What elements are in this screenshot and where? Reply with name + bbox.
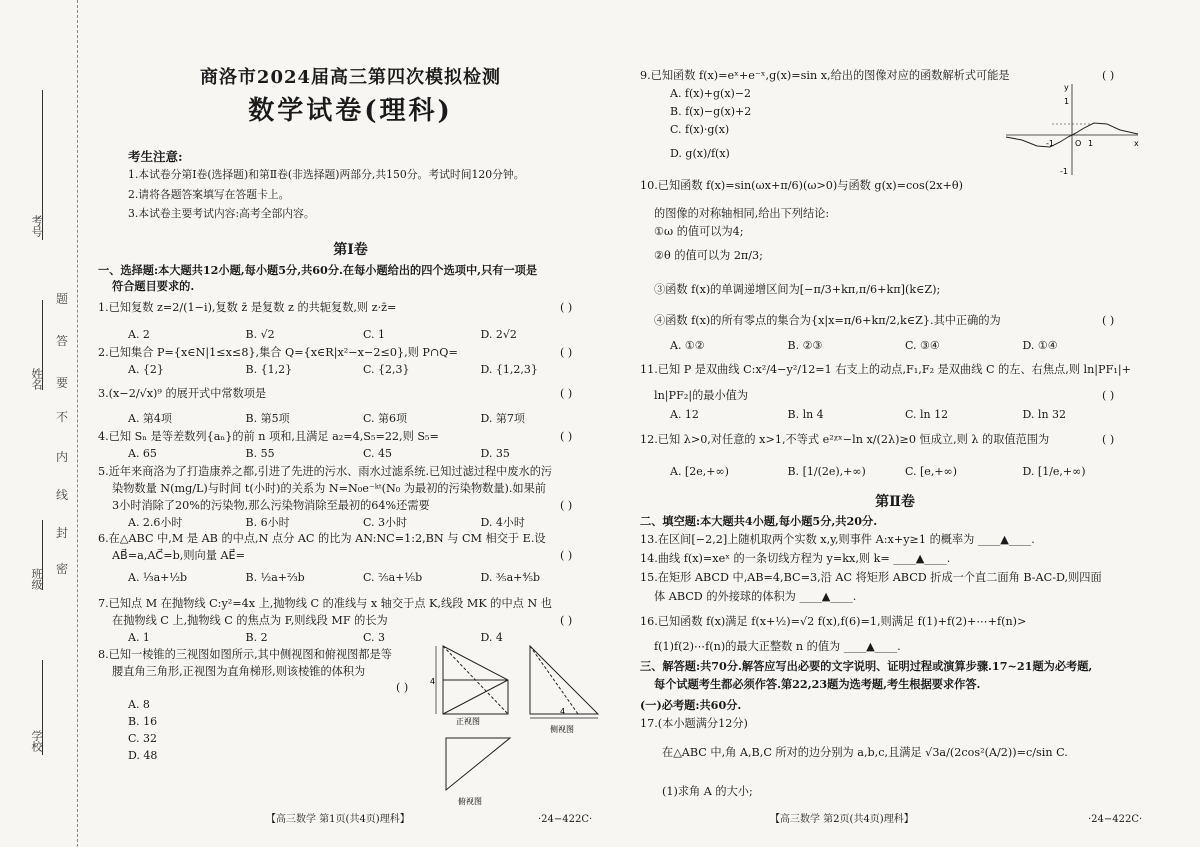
part1-instruction: 一、选择题:本大题共12小题,每小题5分,共60分.在每小题给出的四个选项中,只有一项是 bbox=[98, 263, 538, 277]
seal-char: 内 bbox=[56, 450, 69, 464]
binding-label-school: 学校 bbox=[30, 730, 43, 752]
seal-char: 不 bbox=[56, 410, 69, 424]
option: B. ②③ bbox=[787, 339, 823, 352]
part2-title: 第Ⅱ卷 bbox=[875, 494, 915, 510]
option: B. √2 bbox=[245, 328, 275, 341]
question-12: 12.已知 λ>0,对任意的 x>1,不等式 e²ᵡˣ−ln x/(2λ)≥0 恒成立,则 λ 的取值范围为 bbox=[640, 433, 1050, 446]
exam-subtitle: 数学试卷(理科) bbox=[248, 96, 453, 126]
question-16-line2: f(1)f(2)⋯f(n)的最大正整数 n 的值为 ____▲____. bbox=[654, 640, 901, 653]
option: D. 第7项 bbox=[480, 412, 525, 425]
question-5-line2: 染物数量 N(mg/L)与时间 t(小时)的关系为 N=N₀e⁻ᵏᵗ(N₀ 为最初的污染物数量).如果前 bbox=[112, 482, 546, 495]
footer-right-code: ·24−422C· bbox=[1088, 814, 1143, 825]
question-17-stem: 在△ABC 中,角 A,B,C 所对的边分别为 a,b,c,且满足 √3a/(2cos²(A/2))=c/sin C. bbox=[662, 746, 1068, 759]
question-4-options bbox=[128, 446, 598, 463]
option: C. [e,+∞) bbox=[905, 465, 957, 478]
footer-left-text: 【高三数学 第1页(共4页)理科】 bbox=[266, 814, 410, 825]
left-column bbox=[98, 0, 603, 847]
option: C. ③④ bbox=[905, 339, 940, 352]
option: C. 1 bbox=[363, 328, 386, 341]
option: D. [1/e,+∞) bbox=[1022, 465, 1086, 478]
three-view-figure bbox=[428, 640, 608, 810]
option: C. {2,3} bbox=[363, 363, 410, 376]
answer-paren: ( ) bbox=[560, 430, 573, 443]
option: A. 12 bbox=[670, 408, 699, 421]
question-14: 14.曲线 f(x)=xeˣ 的一条切线方程为 y=kx,则 k= ____▲____. bbox=[640, 552, 951, 565]
answer-paren: ( ) bbox=[1102, 433, 1115, 446]
option: D. ln 32 bbox=[1022, 408, 1067, 421]
question-11-line2: ln|PF₂|的最小值为 bbox=[654, 389, 749, 402]
graph-tick: -1 bbox=[1060, 167, 1068, 176]
option: C. 45 bbox=[363, 447, 393, 460]
question-9: 9.已知函数 f(x)=eˣ+e⁻ˣ,g(x)=sin x,给出的图像对应的函数解析式可能是 bbox=[640, 69, 1010, 82]
option: A. [2e,+∞) bbox=[670, 465, 729, 478]
question-11: 11.已知 P 是双曲线 C:x²/4−y²/12=1 右支上的动点,F₁,F₂ 是双曲线 C 的左、右焦点,则 ln|PF₁|+ bbox=[640, 363, 1131, 376]
graph-tick: -1 bbox=[1046, 139, 1054, 148]
front-view-label: 正视图 bbox=[456, 717, 480, 726]
answer-paren: ( ) bbox=[396, 681, 409, 694]
question-12-options bbox=[670, 464, 1140, 481]
question-11-options bbox=[670, 407, 1140, 424]
option: D. 35 bbox=[480, 447, 510, 460]
option: D. ⅗a+⅘b bbox=[480, 571, 541, 584]
seal-char: 要 bbox=[56, 376, 69, 390]
option: B. {1,2} bbox=[245, 363, 293, 376]
option: A. 2.6小时 bbox=[128, 516, 183, 529]
top-view bbox=[446, 738, 510, 790]
q10-item: ①ω 的值可以为4; bbox=[654, 225, 744, 238]
option: C. ⅖a+⅕b bbox=[363, 571, 423, 584]
question-7: 7.已知点 M 在抛物线 C:y²=4x 上,抛物线 C 的准线与 x 轴交于点 K,线段 MK 的中点 N 也 bbox=[98, 597, 552, 610]
graph-tick: 1 bbox=[1088, 139, 1094, 148]
seal-char: 密 bbox=[56, 562, 69, 576]
answer-paren: ( ) bbox=[560, 301, 573, 314]
question-15-line2: 体 ABCD 的外接球的体积为 ____▲____. bbox=[654, 590, 857, 603]
answer-paren: ( ) bbox=[1102, 69, 1115, 82]
question-8-line2: 腰直角三角形,正视图为直角梯形,则该棱锥的体积为 bbox=[112, 665, 366, 678]
question-5-line3: 3小时消除了20%的污染物,那么污染物消除至最初的64%还需要 bbox=[112, 499, 430, 512]
answer-paren: ( ) bbox=[560, 387, 573, 400]
graph-x-label: x bbox=[1134, 139, 1139, 148]
option: B. 第5项 bbox=[245, 412, 290, 425]
answer-paren: ( ) bbox=[1102, 389, 1115, 402]
option: B. 2 bbox=[245, 631, 268, 644]
option: A. 65 bbox=[128, 447, 157, 460]
option: A. 第4项 bbox=[128, 412, 172, 425]
footer-left-code: ·24−422C· bbox=[538, 814, 593, 825]
answer-paren: ( ) bbox=[560, 499, 573, 512]
notice-heading: 考生注意: bbox=[128, 149, 183, 164]
required-heading: (一)必考题:共60分. bbox=[640, 698, 742, 712]
graph-y-label: y bbox=[1064, 83, 1069, 92]
answer-paren: ( ) bbox=[560, 614, 573, 627]
option: D. 4小时 bbox=[480, 516, 525, 529]
part1-instruction-2: 符合题目要求的. bbox=[112, 279, 195, 293]
question-1-options bbox=[128, 327, 598, 344]
question-1: 1.已知复数 z=2/(1−i),复数 z̄ 是复数 z 的共轭复数,则 z·z̄= bbox=[98, 301, 397, 314]
notice-item: 2.请将各题答案填写在答题卡上。 bbox=[128, 188, 290, 201]
seal-char: 答 bbox=[56, 334, 69, 348]
top-view-label: 俯视图 bbox=[458, 797, 482, 806]
option: C. 3小时 bbox=[363, 516, 408, 529]
option: D. {1,2,3} bbox=[480, 363, 538, 376]
binding-label-class: 班级 bbox=[30, 568, 43, 590]
question-17-part1: (1)求角 A 的大小; bbox=[662, 785, 753, 798]
answer-paren: ( ) bbox=[1102, 314, 1115, 327]
solve-instruction-2: 每个试题考生都必须作答.第22,23题为选考题,考生根据要求作答. bbox=[654, 677, 981, 691]
notice-item: 1.本试卷分第Ⅰ卷(选择题)和第Ⅱ卷(非选择题)两部分,共150分。考试时间120分钟。 bbox=[128, 168, 525, 181]
option: C. 32 bbox=[128, 732, 158, 745]
exam-title: 商洛市2024届高三第四次模拟检测 bbox=[199, 67, 502, 88]
option: D. ①④ bbox=[1022, 339, 1058, 352]
option: B. 6小时 bbox=[245, 516, 290, 529]
option: B. ½a+⅔b bbox=[245, 571, 305, 584]
question-16: 16.已知函数 f(x)满足 f(x+½)=√2 f(x),f(6)=1,则满足 f(1)+f(2)+⋯+f(n)> bbox=[640, 615, 1027, 628]
graph-tick: 1 bbox=[1064, 97, 1070, 106]
question-6-options bbox=[128, 570, 598, 587]
question-4: 4.已知 Sₙ 是等差数列{aₙ}的前 n 项和,且满足 a₂=4,S₅=22,则 S₅= bbox=[98, 430, 439, 443]
option: D. 2√2 bbox=[480, 328, 517, 341]
question-10-options bbox=[670, 338, 1140, 355]
question-6: 6.在△ABC 中,M 是 AB 的中点,N 点分 AC 的比为 AN:NC=1:2,BN 与 CM 相交于 E.设 bbox=[98, 532, 546, 545]
question-5: 5.近年来商洛为了打造康养之都,引进了先进的污水、雨水过滤系统.已知过滤过程中废水的污 bbox=[98, 465, 553, 478]
part1-title: 第Ⅰ卷 bbox=[333, 242, 368, 258]
front-view bbox=[436, 646, 508, 714]
option: C. ln 12 bbox=[905, 408, 949, 421]
option: A. 1 bbox=[128, 631, 150, 644]
right-column bbox=[640, 0, 1150, 847]
option: C. f(x)·g(x) bbox=[670, 123, 730, 136]
q10-item: ③函数 f(x)的单调递增区间为[−π/3+kπ,π/6+kπ](k∈Z); bbox=[654, 283, 941, 296]
seal-char: 封 bbox=[56, 526, 69, 540]
question-3: 3.(x−2/√x)⁹ 的展开式中常数项是 bbox=[98, 387, 267, 400]
question-10: 10.已知函数 f(x)=sin(ωx+π/6)(ω>0)与函数 g(x)=cos(2x+θ) bbox=[640, 179, 963, 192]
question-15: 15.在矩形 ABCD 中,AB=4,BC=3,沿 AC 将矩形 ABCD 折成一个直二面角 B-AC-D,则四面 bbox=[640, 571, 1102, 584]
option: A. {2} bbox=[128, 363, 164, 376]
option: C. 3 bbox=[363, 631, 386, 644]
solve-instruction: 三、解答题:共70分.解答应写出必要的文字说明、证明过程或演算步骤.17~21题为必考题, bbox=[640, 659, 1093, 673]
graph-origin: O bbox=[1075, 139, 1082, 148]
option: B. 16 bbox=[128, 715, 158, 728]
option: A. ①② bbox=[670, 339, 705, 352]
option: B. 55 bbox=[245, 447, 275, 460]
option: A. ⅓a+½b bbox=[128, 571, 188, 584]
answer-paren: ( ) bbox=[560, 549, 573, 562]
question-2: 2.已知集合 P={x∈N|1≤x≤8},集合 Q={x∈R|x²−x−2≤0},则 P∩Q= bbox=[98, 346, 458, 359]
option: D. 4 bbox=[480, 631, 503, 644]
question-3-options bbox=[128, 411, 598, 428]
option: A. 2 bbox=[128, 328, 150, 341]
side-view-dim: 4 bbox=[560, 707, 566, 716]
question-5-options bbox=[128, 515, 598, 532]
option: D. 48 bbox=[128, 749, 158, 762]
question-6-line2: AB⃗=a,AC⃗=b,则向量 AE⃗= bbox=[112, 549, 245, 562]
q9-function-graph bbox=[1002, 80, 1142, 180]
seal-char: 题 bbox=[56, 292, 69, 306]
side-view-label: 侧视图 bbox=[550, 725, 574, 734]
option: A. f(x)+g(x)−2 bbox=[670, 87, 752, 100]
option: B. [1/(2e),+∞) bbox=[787, 465, 866, 478]
front-view-dim: 4 bbox=[430, 677, 436, 686]
q10-item: ②θ 的值可以为 2π/3; bbox=[654, 249, 763, 262]
binding-label-exam-no: 考号 bbox=[30, 215, 43, 237]
question-13: 13.在区间[−2,2]上随机取两个实数 x,y,则事件 A:x+y≥1 的概率为 ____▲____. bbox=[640, 533, 1035, 546]
question-8: 8.已知一棱锥的三视图如图所示,其中侧视图和俯视图都是等 bbox=[98, 648, 392, 661]
q10-item: ④函数 f(x)的所有零点的集合为{x|x=π/6+kπ/2,k∈Z}.其中正确的为 bbox=[654, 314, 1001, 327]
option: B. ln 4 bbox=[787, 408, 824, 421]
question-7-line2: 在抛物线 C 上,抛物线 C 的焦点为 F,则线段 MF 的长为 bbox=[112, 614, 388, 627]
footer-right-text: 【高三数学 第2页(共4页)理科】 bbox=[770, 814, 914, 825]
question-2-options bbox=[128, 362, 598, 379]
answer-paren: ( ) bbox=[560, 346, 573, 359]
binding-label-name: 姓名 bbox=[30, 368, 43, 390]
question-17-title: 17.(本小题满分12分) bbox=[640, 717, 748, 730]
question-10-line2: 的图像的对称轴相同,给出下列结论: bbox=[654, 207, 830, 220]
seal-char: 线 bbox=[56, 488, 69, 502]
notice-item: 3.本试卷主要考试内容:高考全部内容。 bbox=[128, 207, 315, 220]
option: C. 第6项 bbox=[363, 412, 408, 425]
option: B. f(x)−g(x)+2 bbox=[670, 105, 752, 118]
binding-margin bbox=[0, 0, 78, 847]
option: D. g(x)/f(x) bbox=[670, 147, 730, 160]
fill-instruction: 二、填空题:本大题共4小题,每小题5分,共20分. bbox=[640, 514, 878, 528]
option: A. 8 bbox=[128, 698, 150, 711]
